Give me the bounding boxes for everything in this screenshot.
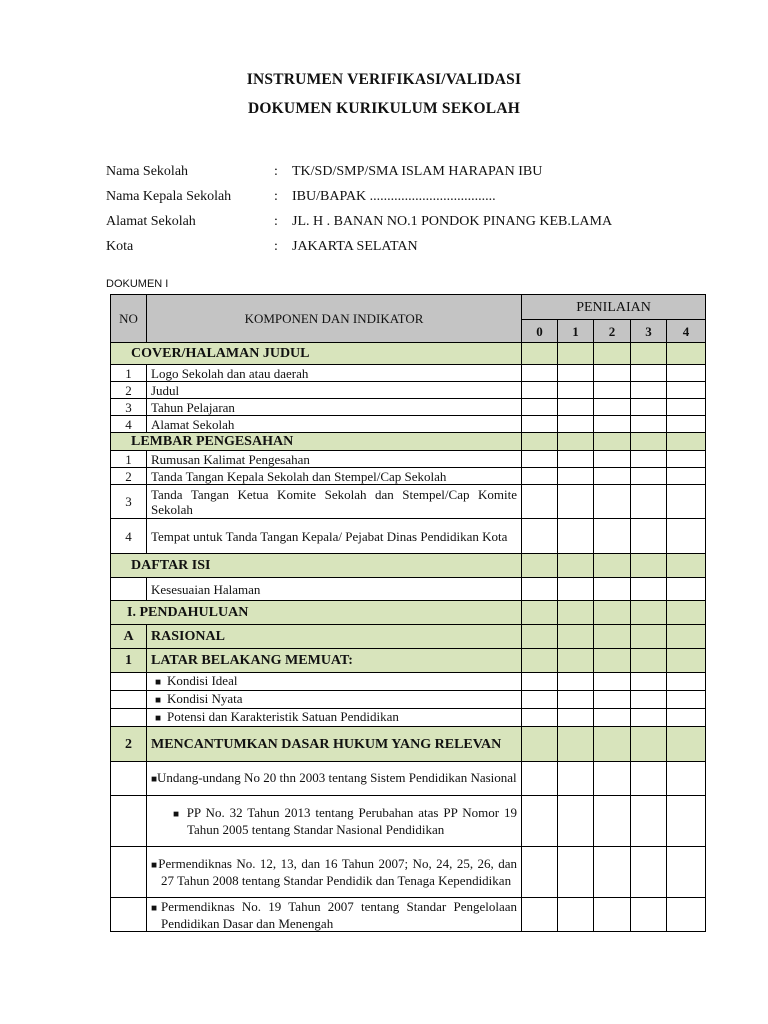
- score-cell[interactable]: [594, 898, 631, 932]
- score-cell[interactable]: [522, 847, 558, 898]
- score-cell[interactable]: [631, 898, 667, 932]
- score-cell[interactable]: [594, 796, 631, 847]
- score-cell[interactable]: [594, 343, 631, 365]
- score-cell[interactable]: [631, 601, 667, 625]
- table-row: [111, 382, 706, 399]
- score-cell[interactable]: [631, 365, 667, 382]
- row-number: 3: [111, 485, 147, 519]
- row-text: [147, 847, 522, 898]
- score-cell[interactable]: [594, 673, 631, 691]
- info-row-city: [106, 234, 612, 259]
- score-cell[interactable]: [522, 898, 558, 932]
- row-text: [147, 673, 522, 691]
- section-number: A: [111, 625, 147, 649]
- score-3: 3: [631, 320, 667, 343]
- score-cell[interactable]: [522, 519, 558, 554]
- score-cell[interactable]: [522, 673, 558, 691]
- score-cell[interactable]: [631, 847, 667, 898]
- score-cell[interactable]: [522, 485, 558, 519]
- score-cell[interactable]: [667, 727, 706, 762]
- row-number: [111, 578, 147, 601]
- table-row: [111, 485, 706, 519]
- row-number: [111, 673, 147, 691]
- section-title: DAFTAR ISI: [111, 554, 522, 578]
- table-row: [111, 898, 706, 932]
- score-cell[interactable]: [522, 468, 558, 485]
- bullet-icon: ■: [151, 860, 159, 871]
- score-cell[interactable]: [594, 519, 631, 554]
- score-cell[interactable]: [558, 625, 594, 649]
- section-title: RASIONAL: [147, 625, 522, 649]
- score-cell[interactable]: [667, 601, 706, 625]
- header-komponen: KOMPONEN DAN INDIKATOR: [147, 295, 522, 343]
- info-row-principal: [106, 184, 612, 209]
- score-cell[interactable]: [667, 762, 706, 796]
- score-4: 4: [667, 320, 706, 343]
- row-text: Tanda Tangan Kepala Sekolah dan Stempel/Cap Sekolah: [147, 468, 522, 485]
- score-cell[interactable]: [594, 433, 631, 451]
- bullet-icon: ■: [155, 695, 162, 706]
- info-colon: :: [274, 188, 278, 204]
- score-cell[interactable]: [667, 451, 706, 468]
- row-text: Tanda Tangan Ketua Komite Sekolah dan Stempel/Cap Komite Sekolah: [147, 485, 522, 519]
- score-cell[interactable]: [522, 727, 558, 762]
- section-title: LEMBAR PENGESAHAN: [111, 433, 522, 451]
- score-cell[interactable]: [522, 433, 558, 451]
- row-number: [111, 796, 147, 847]
- score-cell[interactable]: [667, 416, 706, 433]
- score-cell[interactable]: [631, 554, 667, 578]
- table-row: [111, 691, 706, 709]
- table-row: [111, 578, 706, 601]
- score-1: 1: [558, 320, 594, 343]
- score-cell[interactable]: [558, 673, 594, 691]
- score-cell[interactable]: [667, 578, 706, 601]
- row-text: Tahun Pelajaran: [147, 399, 522, 416]
- table-header-row: [111, 295, 706, 320]
- score-cell[interactable]: [594, 625, 631, 649]
- score-cell[interactable]: [667, 365, 706, 382]
- bullet-text: PP No. 32 Tahun 2013 tentang Perubahan atas PP Nomor 19 Tahun 2005 tentang Standar Nasional Pendidikan: [186, 805, 517, 837]
- score-cell[interactable]: [594, 578, 631, 601]
- header-penilaian: PENILAIAN: [522, 295, 706, 320]
- score-cell[interactable]: [631, 451, 667, 468]
- row-text: [147, 709, 522, 727]
- info-row-school-name: [106, 159, 612, 184]
- row-number: 1: [111, 451, 147, 468]
- section-title: MENCANTUMKAN DASAR HUKUM YANG RELEVAN: [147, 727, 522, 762]
- score-cell[interactable]: [631, 468, 667, 485]
- score-cell[interactable]: [667, 382, 706, 399]
- table-row: [111, 451, 706, 468]
- score-cell[interactable]: [558, 578, 594, 601]
- row-number: 1: [111, 365, 147, 382]
- row-number: 2: [111, 382, 147, 399]
- score-cell[interactable]: [631, 625, 667, 649]
- score-cell[interactable]: [594, 416, 631, 433]
- row-number: [111, 691, 147, 709]
- table-row: [111, 365, 706, 382]
- info-value: JL. H . BANAN NO.1 PONDOK PINANG KEB.LAMA: [292, 213, 613, 229]
- row-text: Alamat Sekolah: [147, 416, 522, 433]
- score-cell[interactable]: [631, 727, 667, 762]
- bullet-text: Kondisi Nyata: [167, 691, 243, 706]
- row-text: Kesesuaian Halaman: [147, 578, 522, 601]
- info-value: TK/SD/SMP/SMA ISLAM HARAPAN IBU: [292, 163, 543, 179]
- score-cell[interactable]: [558, 416, 594, 433]
- section-number: 1: [111, 649, 147, 673]
- row-text: [147, 762, 522, 796]
- score-cell[interactable]: [631, 519, 667, 554]
- score-cell[interactable]: [667, 433, 706, 451]
- section-number: 2: [111, 727, 147, 762]
- table-row: [111, 416, 706, 433]
- bullet-text: Undang-undang No 20 thn 2003 tentang Sistem Pendidikan Nasional: [157, 770, 517, 785]
- bullet-icon: ■: [155, 677, 162, 688]
- score-cell[interactable]: [594, 468, 631, 485]
- document-label: DOKUMEN I: [106, 278, 169, 290]
- section-row-pendahuluan: [111, 601, 706, 625]
- score-cell[interactable]: [594, 691, 631, 709]
- table-row: [111, 762, 706, 796]
- row-text: [147, 898, 522, 932]
- table-row: [111, 709, 706, 727]
- score-cell[interactable]: [631, 578, 667, 601]
- score-cell[interactable]: [631, 709, 667, 727]
- section-row-lembar: [111, 433, 706, 451]
- score-cell[interactable]: [667, 691, 706, 709]
- row-number: 4: [111, 519, 147, 554]
- score-cell[interactable]: [558, 433, 594, 451]
- score-cell[interactable]: [522, 399, 558, 416]
- info-colon: :: [274, 238, 278, 254]
- score-cell[interactable]: [667, 625, 706, 649]
- score-cell[interactable]: [594, 649, 631, 673]
- score-cell[interactable]: [594, 365, 631, 382]
- section-title: COVER/HALAMAN JUDUL: [111, 343, 522, 365]
- document-title-line1: INSTRUMEN VERIFIKASI/VALIDASI: [246, 71, 522, 88]
- score-cell[interactable]: [522, 554, 558, 578]
- row-text: [147, 691, 522, 709]
- row-number: 4: [111, 416, 147, 433]
- score-cell[interactable]: [522, 625, 558, 649]
- bullet-text: Kondisi Ideal: [167, 673, 238, 688]
- score-cell[interactable]: [667, 468, 706, 485]
- info-value: IBU/BAPAK ....................................: [292, 188, 496, 204]
- score-cell[interactable]: [631, 416, 667, 433]
- score-cell[interactable]: [667, 554, 706, 578]
- bullet-icon: ■: [173, 809, 181, 820]
- score-cell[interactable]: [558, 847, 594, 898]
- row-text: Logo Sekolah dan atau daerah: [147, 365, 522, 382]
- section-row-rasional: [111, 625, 706, 649]
- row-text: Tempat untuk Tanda Tangan Kepala/ Pejabat Dinas Pendidikan Kota: [147, 519, 522, 554]
- score-cell[interactable]: [558, 451, 594, 468]
- score-cell[interactable]: [667, 898, 706, 932]
- section-row-latar: [111, 649, 706, 673]
- score-cell[interactable]: [558, 399, 594, 416]
- score-cell[interactable]: [594, 554, 631, 578]
- score-cell[interactable]: [594, 847, 631, 898]
- score-cell[interactable]: [594, 762, 631, 796]
- bullet-icon: ■: [151, 902, 162, 914]
- bullet-icon: ■: [155, 713, 162, 724]
- section-title: LATAR BELAKANG MEMUAT:: [147, 649, 522, 673]
- score-cell[interactable]: [558, 382, 594, 399]
- score-cell[interactable]: [522, 691, 558, 709]
- score-cell[interactable]: [594, 485, 631, 519]
- score-cell[interactable]: [594, 709, 631, 727]
- score-cell[interactable]: [522, 709, 558, 727]
- score-cell[interactable]: [522, 762, 558, 796]
- score-cell[interactable]: [522, 365, 558, 382]
- score-cell[interactable]: [558, 601, 594, 625]
- score-cell[interactable]: [558, 727, 594, 762]
- score-cell[interactable]: [522, 578, 558, 601]
- score-2: 2: [594, 320, 631, 343]
- info-colon: :: [274, 213, 278, 229]
- score-cell[interactable]: [558, 709, 594, 727]
- row-number: [111, 847, 147, 898]
- row-number: 3: [111, 399, 147, 416]
- score-cell[interactable]: [558, 468, 594, 485]
- score-cell[interactable]: [631, 343, 667, 365]
- row-number: [111, 709, 147, 727]
- info-label: Kota: [106, 238, 134, 254]
- bullet-text: Potensi dan Karakteristik Satuan Pendidikan: [167, 709, 399, 724]
- row-number: 2: [111, 468, 147, 485]
- row-number: [111, 762, 147, 796]
- score-cell[interactable]: [594, 601, 631, 625]
- table-row: [111, 847, 706, 898]
- section-row-dasar: [111, 727, 706, 762]
- school-info: [106, 159, 612, 259]
- bullet-text: Permendiknas No. 12, 13, dan 16 Tahun 2007; No, 24, 25, 26, dan 27 Tahun 2008 tentang Standar Pendidik dan Tenaga Kependidikan: [158, 856, 517, 888]
- score-cell[interactable]: [667, 343, 706, 365]
- score-cell[interactable]: [558, 519, 594, 554]
- info-label: Alamat Sekolah: [106, 213, 196, 229]
- table-row: [111, 796, 706, 847]
- score-cell[interactable]: [558, 554, 594, 578]
- score-cell[interactable]: [631, 796, 667, 847]
- info-label: Nama Sekolah: [106, 163, 189, 179]
- score-cell[interactable]: [667, 649, 706, 673]
- score-cell[interactable]: [594, 399, 631, 416]
- header-no: NO: [111, 295, 147, 343]
- section-row-daftar: [111, 554, 706, 578]
- table-row: [111, 519, 706, 554]
- table-row: [111, 673, 706, 691]
- assessment-table: [110, 294, 706, 932]
- document-title-line2: DOKUMEN KURIKULUM SEKOLAH: [248, 100, 520, 117]
- score-cell[interactable]: [631, 382, 667, 399]
- score-cell[interactable]: [667, 709, 706, 727]
- score-0: 0: [522, 320, 558, 343]
- score-cell[interactable]: [667, 847, 706, 898]
- score-cell[interactable]: [667, 796, 706, 847]
- score-cell[interactable]: [631, 691, 667, 709]
- table-row: [111, 399, 706, 416]
- score-cell[interactable]: [558, 365, 594, 382]
- score-cell[interactable]: [522, 343, 558, 365]
- info-row-address: [106, 209, 612, 234]
- score-cell[interactable]: [594, 727, 631, 762]
- score-cell[interactable]: [558, 649, 594, 673]
- info-label: Nama Kepala Sekolah: [106, 188, 232, 204]
- score-cell[interactable]: [631, 399, 667, 416]
- score-cell[interactable]: [631, 762, 667, 796]
- score-cell[interactable]: [631, 673, 667, 691]
- score-cell[interactable]: [667, 519, 706, 554]
- row-number: [111, 898, 147, 932]
- score-cell[interactable]: [522, 451, 558, 468]
- score-cell[interactable]: [594, 451, 631, 468]
- section-row-cover: [111, 343, 706, 365]
- info-colon: :: [274, 163, 278, 179]
- bullet-icon: ■: [151, 774, 158, 785]
- bullet-text: Permendiknas No. 19 Tahun 2007 tentang Standar Pengelolaan Pendidikan Dasar dan Menengah: [161, 898, 517, 931]
- score-cell[interactable]: [558, 796, 594, 847]
- table-row: [111, 468, 706, 485]
- score-cell[interactable]: [558, 762, 594, 796]
- score-cell[interactable]: [522, 416, 558, 433]
- score-cell[interactable]: [522, 649, 558, 673]
- score-cell[interactable]: [667, 673, 706, 691]
- score-cell[interactable]: [522, 796, 558, 847]
- score-cell[interactable]: [522, 382, 558, 399]
- score-cell[interactable]: [667, 485, 706, 519]
- score-cell[interactable]: [594, 382, 631, 399]
- info-value: JAKARTA SELATAN: [292, 238, 418, 254]
- score-cell[interactable]: [558, 485, 594, 519]
- row-text: [147, 796, 522, 847]
- row-text: Rumusan Kalimat Pengesahan: [147, 451, 522, 468]
- score-cell[interactable]: [558, 898, 594, 932]
- section-title: I. PENDAHULUAN: [111, 601, 522, 625]
- score-cell[interactable]: [522, 601, 558, 625]
- score-cell[interactable]: [558, 691, 594, 709]
- score-cell[interactable]: [631, 649, 667, 673]
- score-cell[interactable]: [667, 399, 706, 416]
- score-cell[interactable]: [631, 485, 667, 519]
- row-text: Judul: [147, 382, 522, 399]
- score-cell[interactable]: [631, 433, 667, 451]
- score-cell[interactable]: [558, 343, 594, 365]
